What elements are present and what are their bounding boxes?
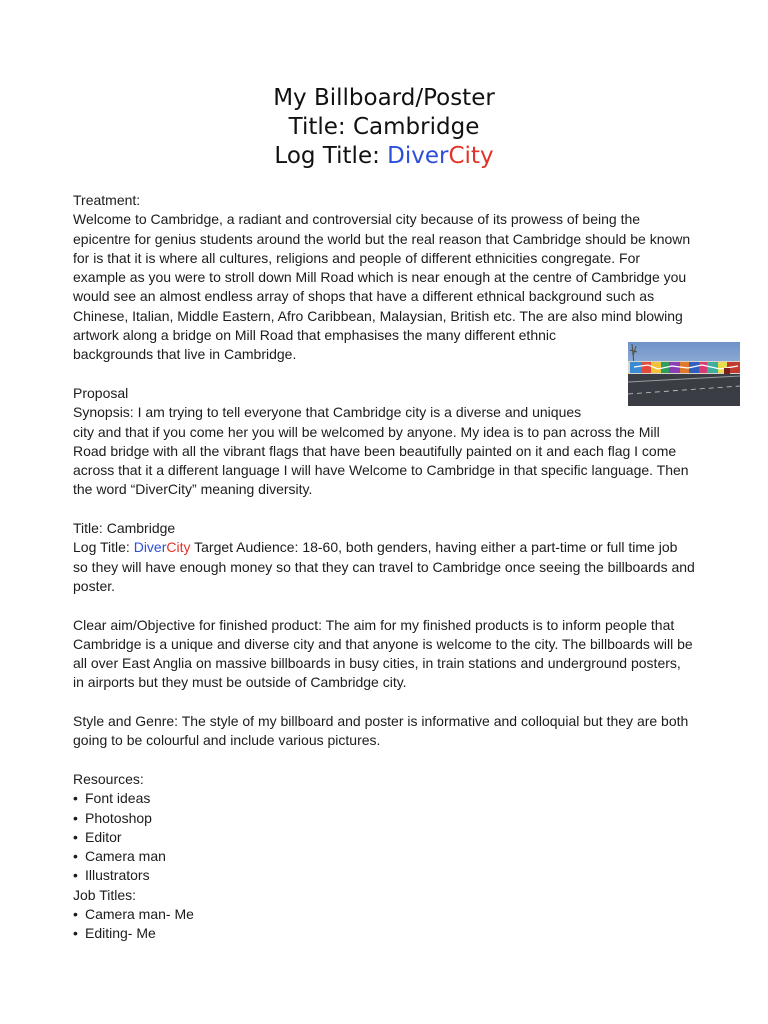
style-paragraph: Style and Genre: The style of my billboard and poster is informative and colloquial but they are both going to be colourful and include various pictures. <box>73 713 689 749</box>
list-item: • Illustrators <box>73 866 695 885</box>
log-title-audience <box>73 538 695 596</box>
log-title-diver: Diver <box>133 539 167 556</box>
list-item: • Camera man- Me <box>73 905 695 924</box>
job-titles-label: Job Titles: <box>73 886 137 903</box>
aim-paragraph: Clear aim/Objective for finished product: The aim for my finished products is to inform people that Cambridge is a unique and diverse city and that anyone is welcome to the city. The billboards will be all over East Anglia on massive billboards in busy cities, in train stations and underground posters, in airports but they must be outside of Cambridge city. <box>73 616 693 691</box>
heading-line-3 <box>0 142 768 171</box>
list-item: • Font ideas <box>73 789 695 808</box>
treatment-text: Welcome to Cambridge, a radiant and controversial city because of its prowess of being the epicentre for genius students around the world but the real reason that Cambridge should be known for is that it is where all cultures, religions and people of different ethnicities congregate. For example as you were to stroll down Mill Road which is near enough at the centre of Cambridge you would see an almost endless array of shops that have a different ethnical background such as Chinese, Italian, Middle Eastern, Afro Caribbean, Malaysian, British etc. The are also mind blowing artwork along a bridge on Mill Road that emphasises the many different ethnic <box>73 211 691 344</box>
mill-road-bridge-photo <box>628 342 740 406</box>
proposal-label: Proposal <box>73 384 129 401</box>
log-title-city: City <box>166 539 191 556</box>
heading-diver: Diver <box>387 143 449 169</box>
synopsis-first-line: Synopsis: I am trying to tell everyone that Cambridge city is a diverse and uniques <box>73 404 582 421</box>
resources-list <box>73 789 695 885</box>
treatment-label: Treatment: <box>73 192 141 208</box>
heading-line-2: Title: Cambridge <box>288 114 480 140</box>
treatment-text-end: backgrounds that live in Cambridge. <box>73 346 297 363</box>
list-item: • Photoshop <box>73 809 695 828</box>
list-item: • Camera man <box>73 847 695 866</box>
resources-label: Resources: <box>73 770 144 787</box>
target-audience-text: Target Audience: 18-60, both genders, having either a part-time or full time job so they will have enough money so that they can travel to Cambridge once seeing the billboards and poster. <box>73 539 695 594</box>
heading-line-1: My Billboard/Poster <box>273 85 495 111</box>
synopsis-text: city and that if you come her you will be welcomed by anyone. My idea is to pan across the Mill Road bridge with all the vibrant flags that have been beautifully painted on it and each flag I come across that it a different language I will have Welcome to Cambridge in that specific language. Then the word “DiverCity” meaning diversity. <box>73 423 689 498</box>
heading-log-prefix: Log Title: <box>274 143 388 169</box>
list-item: • Editing- Me <box>73 924 695 943</box>
document-body <box>73 191 695 944</box>
list-item: • Editor <box>73 828 695 847</box>
log-title-prefix: Log Title: <box>73 539 134 556</box>
heading-city: City <box>448 143 494 169</box>
bridge-graffiti-image <box>628 342 740 406</box>
job-titles-list <box>73 905 695 944</box>
section-title: Title: Cambridge <box>73 520 176 537</box>
document-heading <box>0 84 768 171</box>
